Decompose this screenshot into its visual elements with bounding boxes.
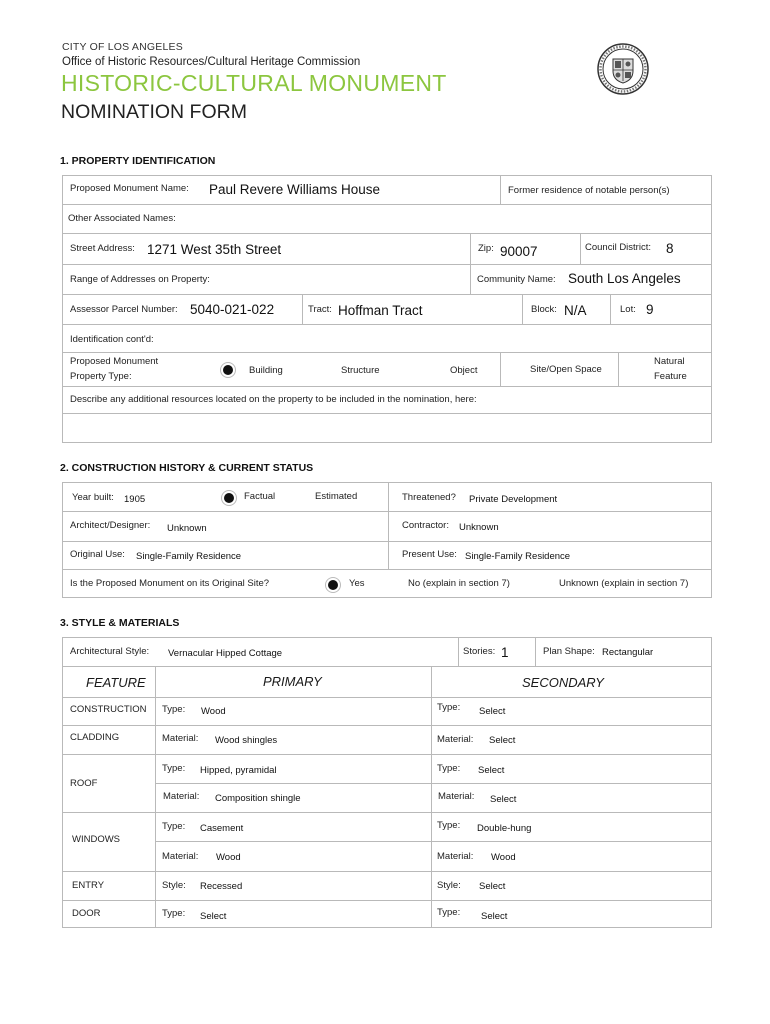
former-residence-label[interactable]: Former residence of notable person(s) <box>508 185 670 196</box>
street-address-field[interactable]: 1271 West 35th Street <box>147 242 282 257</box>
tract-label: Tract: <box>308 304 332 315</box>
type-structure-label[interactable]: Structure <box>341 365 380 376</box>
original-site-no-label[interactable]: No (explain in section 7) <box>408 578 510 589</box>
zip-label: Zip: <box>478 243 494 254</box>
city-seal-icon <box>597 43 649 95</box>
construction-primary-type-field[interactable]: Wood <box>201 706 226 717</box>
additional-resources-label: Describe any additional resources located on the property to be included in the nomination, here: <box>70 394 477 405</box>
address-range-label: Range of Addresses on Property: <box>70 274 210 285</box>
section-3-heading: 3. STYLE & MATERIALS <box>60 617 180 629</box>
windows-secondary-material-field[interactable]: Wood <box>491 852 516 863</box>
roof-secondary-type-label: Type: <box>437 763 461 774</box>
cladding-label: CLADDING <box>70 732 120 743</box>
type-natural-label-1[interactable]: Natural <box>654 356 685 367</box>
windows-primary-material-label: Material: <box>162 851 199 862</box>
city-name: CITY OF LOS ANGELES <box>62 41 183 53</box>
roof-primary-type-field[interactable]: Hipped, pyramidal <box>200 765 277 776</box>
windows-primary-type-label: Type: <box>162 821 186 832</box>
property-type-label-2: Property Type: <box>70 371 132 382</box>
door-primary-type-label: Type: <box>162 908 186 919</box>
form-title: HISTORIC-CULTURAL MONUMENT <box>61 70 447 96</box>
factual-label[interactable]: Factual <box>244 491 276 502</box>
entry-primary-style-label: Style: <box>162 880 186 891</box>
architectural-style-field[interactable]: Vernacular Hipped Cottage <box>168 648 283 659</box>
zip-field[interactable]: 90007 <box>500 244 538 259</box>
entry-secondary-style-label: Style: <box>437 880 461 891</box>
roof-primary-type-label: Type: <box>162 763 186 774</box>
original-site-unknown-label[interactable]: Unknown (explain in section 7) <box>559 578 689 589</box>
office-name: Office of Historic Resources/Cultural Heritage Commission <box>62 56 361 68</box>
type-site-label[interactable]: Site/Open Space <box>530 364 602 375</box>
windows-secondary-material-label: Material: <box>437 851 474 862</box>
construction-label: CONSTRUCTION <box>70 704 147 715</box>
architect-label: Architect/Designer: <box>70 520 151 531</box>
community-name-label: Community Name: <box>477 274 556 285</box>
tract-field[interactable]: Hoffman Tract <box>338 303 423 318</box>
architectural-style-label: Architectural Style: <box>70 646 150 657</box>
community-name-field[interactable]: South Los Angeles <box>568 271 681 286</box>
apn-label: Assessor Parcel Number: <box>70 304 178 315</box>
contractor-label: Contractor: <box>402 520 449 531</box>
entry-label: ENTRY <box>72 880 105 891</box>
door-primary-type-field[interactable]: Select <box>200 911 227 922</box>
primary-column-header: PRIMARY <box>263 674 322 689</box>
door-secondary-type-label: Type: <box>437 907 461 918</box>
construction-secondary-type-field[interactable]: Select <box>479 706 506 717</box>
door-secondary-type-field[interactable]: Select <box>481 911 508 922</box>
plan-shape-field[interactable]: Rectangular <box>602 647 654 658</box>
year-built-label: Year built: <box>72 492 114 503</box>
additional-resources-field[interactable] <box>63 414 711 442</box>
windows-secondary-type-field[interactable]: Double-hung <box>477 823 532 834</box>
present-use-field[interactable]: Single-Family Residence <box>465 551 571 562</box>
contractor-field[interactable]: Unknown <box>459 522 499 533</box>
section-1-heading: 1. PROPERTY IDENTIFICATION <box>60 155 216 167</box>
construction-primary-type-label: Type: <box>162 704 186 715</box>
windows-label: WINDOWS <box>72 834 121 845</box>
street-address-label: Street Address: <box>70 243 135 254</box>
block-field[interactable]: N/A <box>564 303 587 318</box>
type-building-label[interactable]: Building <box>249 365 283 376</box>
other-names-label: Other Associated Names: <box>68 213 176 224</box>
apn-field[interactable]: 5040-021-022 <box>190 302 275 317</box>
council-district-label: Council District: <box>585 242 651 253</box>
section-2-heading: 2. CONSTRUCTION HISTORY & CURRENT STATUS <box>60 462 314 474</box>
lot-field[interactable]: 9 <box>646 302 654 317</box>
roof-secondary-material-label: Material: <box>438 791 475 802</box>
threatened-field[interactable]: Private Development <box>469 494 558 505</box>
property-type-label-1: Proposed Monument <box>70 356 159 367</box>
cladding-primary-material-label: Material: <box>162 733 199 744</box>
lot-label: Lot: <box>620 304 636 315</box>
roof-secondary-material-field[interactable]: Select <box>490 794 517 805</box>
feature-column-header: FEATURE <box>86 675 146 690</box>
windows-secondary-type-label: Type: <box>437 820 461 831</box>
year-built-field[interactable]: 1905 <box>124 494 146 505</box>
entry-secondary-style-field[interactable]: Select <box>479 881 506 892</box>
entry-primary-style-field[interactable]: Recessed <box>200 881 243 892</box>
council-district-field[interactable]: 8 <box>666 241 674 256</box>
architect-field[interactable]: Unknown <box>167 523 207 534</box>
threatened-label: Threatened? <box>402 492 456 503</box>
roof-secondary-type-field[interactable]: Select <box>478 765 505 776</box>
construction-secondary-type-label: Type: <box>437 702 461 713</box>
estimated-label[interactable]: Estimated <box>315 491 358 502</box>
cladding-primary-material-field[interactable]: Wood shingles <box>215 735 278 746</box>
monument-name-label: Proposed Monument Name: <box>70 183 189 194</box>
type-natural-label-2[interactable]: Feature <box>654 371 687 382</box>
building-radio[interactable] <box>223 365 233 375</box>
original-site-yes-radio[interactable] <box>328 580 338 590</box>
door-label: DOOR <box>72 908 101 919</box>
original-site-yes-label[interactable]: Yes <box>349 578 365 589</box>
form-subtitle: NOMINATION FORM <box>61 101 247 123</box>
windows-primary-material-field[interactable]: Wood <box>216 852 241 863</box>
secondary-column-header: SECONDARY <box>522 675 604 690</box>
cladding-secondary-material-field[interactable]: Select <box>489 735 516 746</box>
factual-radio[interactable] <box>224 493 234 503</box>
stories-field[interactable]: 1 <box>501 645 509 660</box>
type-object-label[interactable]: Object <box>450 365 478 376</box>
identification-contd-label: Identification cont'd: <box>70 334 154 345</box>
roof-primary-material-label: Material: <box>163 791 200 802</box>
original-use-field[interactable]: Single-Family Residence <box>136 551 242 562</box>
windows-primary-type-field[interactable]: Casement <box>200 823 244 834</box>
block-label: Block: <box>531 304 557 315</box>
monument-name-field[interactable]: Paul Revere Williams House <box>209 182 381 197</box>
original-use-label: Original Use: <box>70 549 125 560</box>
roof-primary-material-field[interactable]: Composition shingle <box>215 793 301 804</box>
plan-shape-label: Plan Shape: <box>543 646 595 657</box>
cladding-secondary-material-label: Material: <box>437 734 474 745</box>
stories-label: Stories: <box>463 646 496 657</box>
present-use-label: Present Use: <box>402 549 457 560</box>
original-site-question: Is the Proposed Monument on its Original Site? <box>70 578 270 589</box>
roof-label: ROOF <box>70 778 98 789</box>
